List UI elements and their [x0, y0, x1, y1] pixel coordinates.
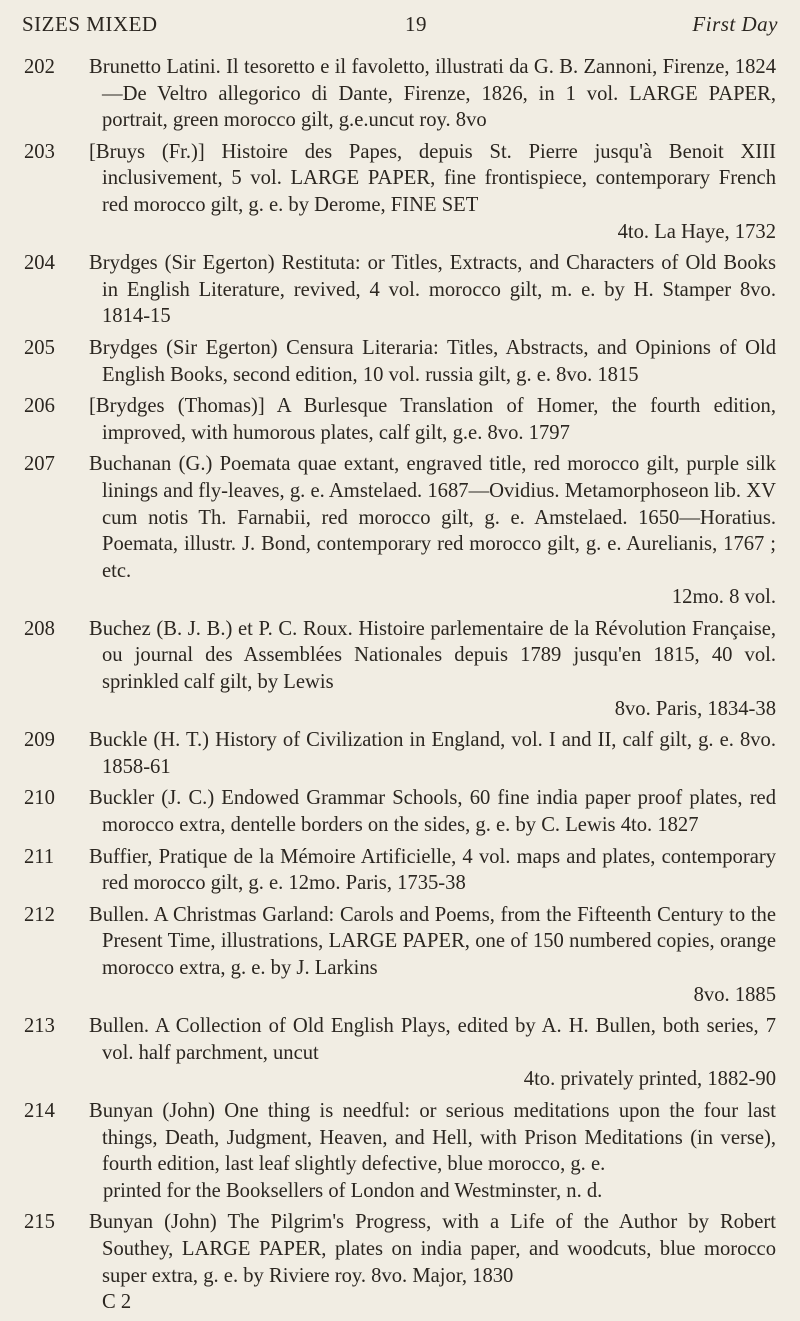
lot-number: 212 — [24, 903, 55, 926]
lot-number: 204 — [24, 252, 55, 275]
lot-number: 203 — [24, 140, 55, 163]
lot-entry — [24, 1209, 776, 1315]
lot-description: Buchanan (G.) Poemata quae extant, engraved title, red morocco gilt, purple silk linings and fly-leaves, g. e. Amstelaed. 1687—Ovidius. Metamorphoseon lib. XV cum notis Th. Farnabii, red morocco gilt, g. e. Amstelaed. 1650—Horatius. Poemata, illustr. J. Bond, contemporary red morocco gilt, g. e. Aurelianis, 1767 ; etc. — [89, 453, 776, 582]
lot-number: 213 — [24, 1015, 55, 1038]
lot-description: Buckler (J. C.) Endowed Grammar Schools, 60 fine india paper proof plates, red morocco extra, dentelle borders on the sides, g. e. by C. Lewis 4to. 1827 — [89, 787, 776, 837]
lot-entry — [24, 1013, 776, 1093]
lot-number: 207 — [24, 453, 55, 476]
lot-entry — [24, 844, 776, 897]
lot-entry — [24, 54, 776, 134]
lot-entry — [24, 393, 776, 446]
lot-entry — [24, 139, 776, 245]
lot-description: Brydges (Sir Egerton) Restituta: or Titles, Extracts, and Characters of Old Books in English Literature, revived, 4 vol. morocco gilt, m. e. by H. Stamper 8vo. 1814-15 — [89, 252, 776, 328]
header-left: SIZES MIXED — [22, 12, 158, 36]
lot-number: 211 — [24, 845, 55, 868]
lot-entry — [24, 727, 776, 780]
lot-number: 215 — [24, 1211, 55, 1234]
lot-description: Buchez (B. J. B.) et P. C. Roux. Histoire parlementaire de la Révolution Française, ou journal des Assemblées Nationales depuis 1789 jusqu'en 1815, 40 vol. sprinkled calf gilt, by Lewis — [89, 617, 776, 694]
lot-imprint: 4to. La Haye, 1732 — [617, 220, 776, 243]
lot-description: Bunyan (John) The Pilgrim's Progress, with a Life of the Author by Robert Southey, LARGE PAPER, plates on india paper, and woodcuts, blue morocco super extra, g. e. by Riviere roy. 8vo. Major, 1830 — [89, 1211, 776, 1287]
lot-list — [24, 54, 776, 1321]
lot-number: 205 — [24, 336, 55, 359]
lot-number: 208 — [24, 617, 55, 640]
lot-description: Bullen. A Christmas Garland: Carols and Poems, from the Fifteenth Century to the Present Time, illustrations, LARGE PAPER, one of 150 numbered copies, orange morocco extra, g. e. by J. Larkins — [89, 903, 776, 979]
lot-description: Brunetto Latini. Il tesoretto e il favoletto, illustrati da G. B. Zannoni, Firenze, 1824—De Veltro allegorico di Dante, Firenze, 1826, in 1 vol. LARGE PAPER, portrait, green morocco gilt, g.e.uncut roy. 8vo — [89, 56, 776, 132]
lot-entry — [24, 785, 776, 838]
header-right: First Day — [692, 12, 778, 36]
lot-entry — [24, 335, 776, 388]
lot-description: [Bruys (Fr.)] Histoire des Papes, depuis St. Pierre jusqu'à Benoit XIII inclusivement, 5 vol. LARGE PAPER, fine frontispiece, contemporary French red morocco gilt, g. e. by Derome, FINE SET — [89, 140, 776, 216]
lot-description: Bunyan (John) One thing is needful: or serious meditations upon the four last things, Death, Judgment, Heaven, and Hell, with Prison Meditations (in verse), fourth edition, last leaf slightly defective, blue morocco, g. e. — [89, 1099, 776, 1176]
lot-number: 202 — [24, 56, 55, 78]
lot-description: [Brydges (Thomas)] A Burlesque Translation of Homer, the fourth edition, improved, with humorous plates, calf gilt, g.e. 8vo. 1797 — [89, 395, 776, 444]
lot-description: Bullen. A Collection of Old English Plays, edited by A. H. Bullen, both series, 7 vol. half parchment, uncut — [89, 1015, 776, 1064]
lot-number: 214 — [24, 1099, 55, 1122]
lot-entry — [24, 902, 776, 1008]
signature-mark: C 2 — [102, 1291, 132, 1314]
lot-entry — [24, 451, 776, 611]
lot-number: 209 — [24, 729, 55, 752]
lot-entry — [24, 616, 776, 722]
lot-number: 210 — [24, 787, 55, 810]
lot-description: Buckle (H. T.) History of Civilization in England, vol. I and II, calf gilt, g. e. 8vo. 1858-61 — [89, 729, 776, 778]
lot-number: 206 — [24, 395, 55, 418]
lot-entry — [24, 1098, 776, 1204]
lot-imprint: 8vo. Paris, 1834-38 — [614, 697, 776, 720]
lot-imprint: 12mo. 8 vol. — [671, 586, 776, 609]
page-number: 19 — [405, 12, 427, 36]
lot-description: Brydges (Sir Egerton) Censura Literaria: Titles, Abstracts, and Opinions of Old English Books, second edition, 10 vol. russia gilt, g. e. 8vo. 1815 — [89, 336, 776, 386]
lot-imprint: 8vo. 1885 — [693, 983, 776, 1006]
lot-description: Buffier, Pratique de la Mémoire Artificielle, 4 vol. maps and plates, contemporary red morocco gilt, g. e. 12mo. Paris, 1735-38 — [89, 845, 776, 895]
lot-imprint: 4to. privately printed, 1882-90 — [523, 1068, 776, 1091]
lot-imprint: printed for the Booksellers of London and Westminster, n. d. — [103, 1179, 603, 1202]
lot-entry — [24, 250, 776, 330]
